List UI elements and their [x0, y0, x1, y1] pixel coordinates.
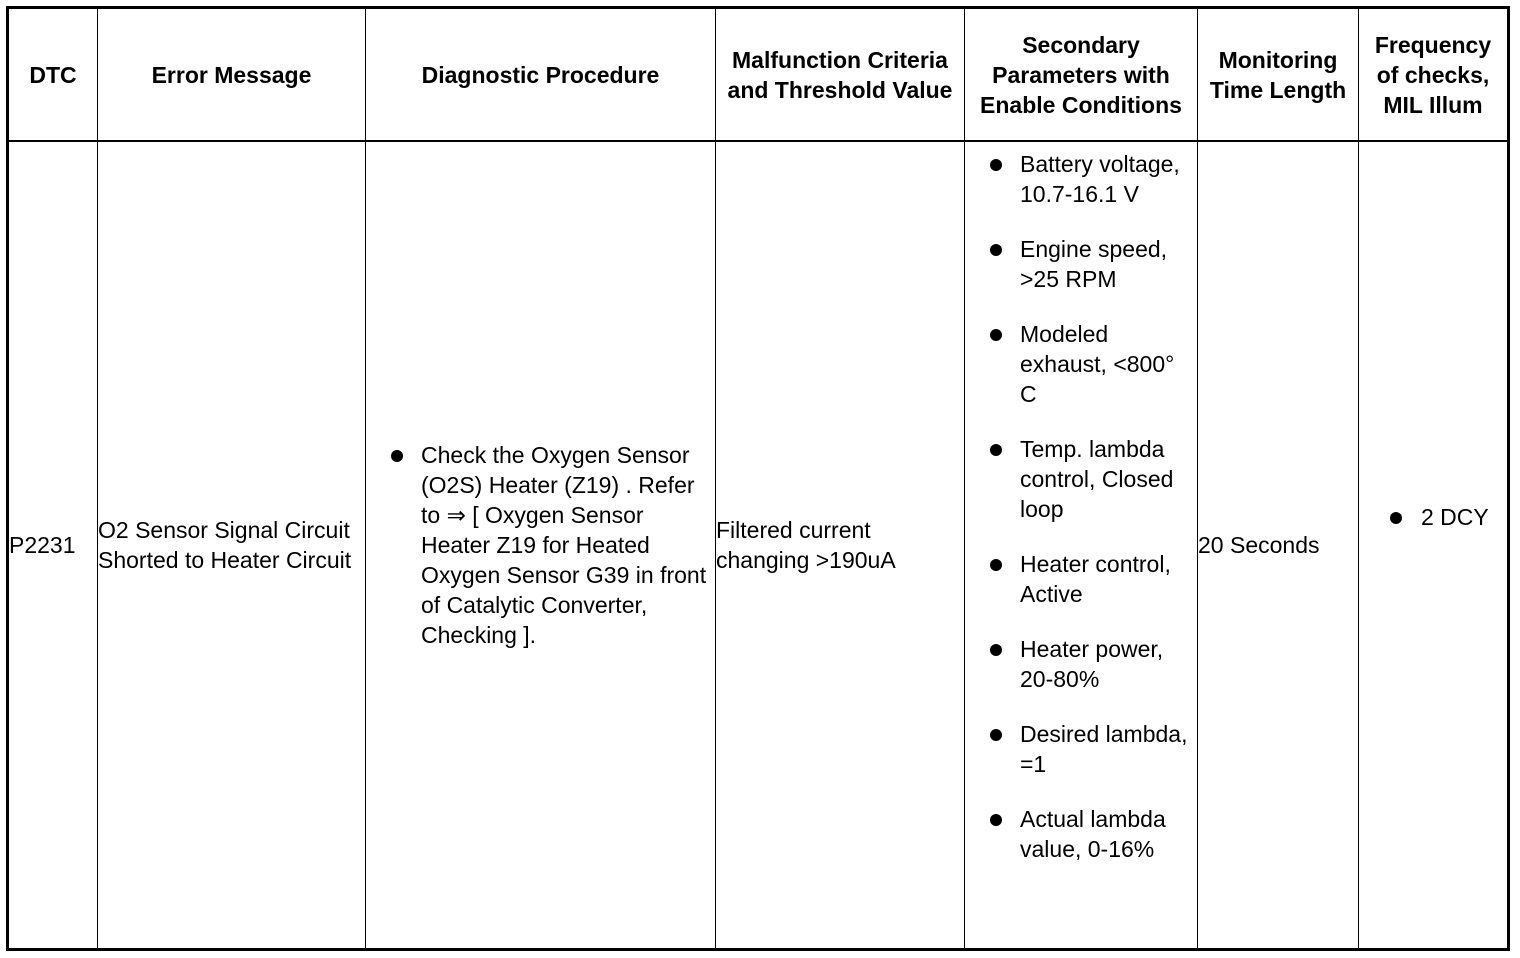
- header-dtc: DTC: [8, 8, 98, 142]
- header-diagnostic-procedure: Diagnostic Procedure: [366, 8, 716, 142]
- parameter-item: Temp. lambda control, Closed loop: [965, 434, 1197, 524]
- header-row: [8, 8, 1509, 142]
- header-secondary-parameters: Secondary Parameters with Enable Conditions: [965, 8, 1198, 142]
- table-row: [8, 141, 1509, 950]
- parameter-item: Desired lambda, =1: [965, 719, 1197, 779]
- malfunction-criteria-cell: Filtered current changing >190uA: [716, 141, 965, 950]
- diagnostic-procedure-list: [366, 440, 715, 650]
- parameter-item: Modeled exhaust, <800° C: [965, 319, 1197, 409]
- parameter-item: Engine speed, >25 RPM: [965, 234, 1197, 294]
- header-malfunction-criteria: Malfunction Criteria and Threshold Value: [716, 8, 965, 142]
- header-error-message: Error Message: [98, 8, 366, 142]
- diagnostic-procedure-cell: [366, 141, 716, 950]
- parameter-item: Battery voltage, 10.7-16.1 V: [965, 149, 1197, 209]
- parameter-item: Heater power, 20-80%: [965, 634, 1197, 694]
- header-frequency: Frequency of checks, MIL Illum: [1359, 8, 1509, 142]
- secondary-parameters-cell: [965, 141, 1198, 950]
- dtc-table: [6, 6, 1510, 951]
- frequency-cell: [1359, 141, 1509, 950]
- dtc-code-cell: P2231: [8, 141, 98, 950]
- frequency-item: 2 DCY: [1359, 502, 1507, 532]
- secondary-parameters-list: [965, 142, 1197, 864]
- error-message-cell: O2 Sensor Signal Circuit Shorted to Heater Circuit: [98, 141, 366, 950]
- procedure-item: Check the Oxygen Sensor (O2S) Heater (Z19) . Refer to ⇒ [ Oxygen Sensor Heater Z19 for Heated Oxygen Sensor G39 in front of Catalytic Converter, Checking ].: [366, 440, 715, 650]
- monitoring-time-cell: 20 Seconds: [1198, 141, 1359, 950]
- parameter-item: Actual lambda value, 0-16%: [965, 804, 1197, 864]
- frequency-list: [1359, 504, 1507, 560]
- header-monitoring-time: Monitoring Time Length: [1198, 8, 1359, 142]
- parameter-item: Heater control, Active: [965, 549, 1197, 609]
